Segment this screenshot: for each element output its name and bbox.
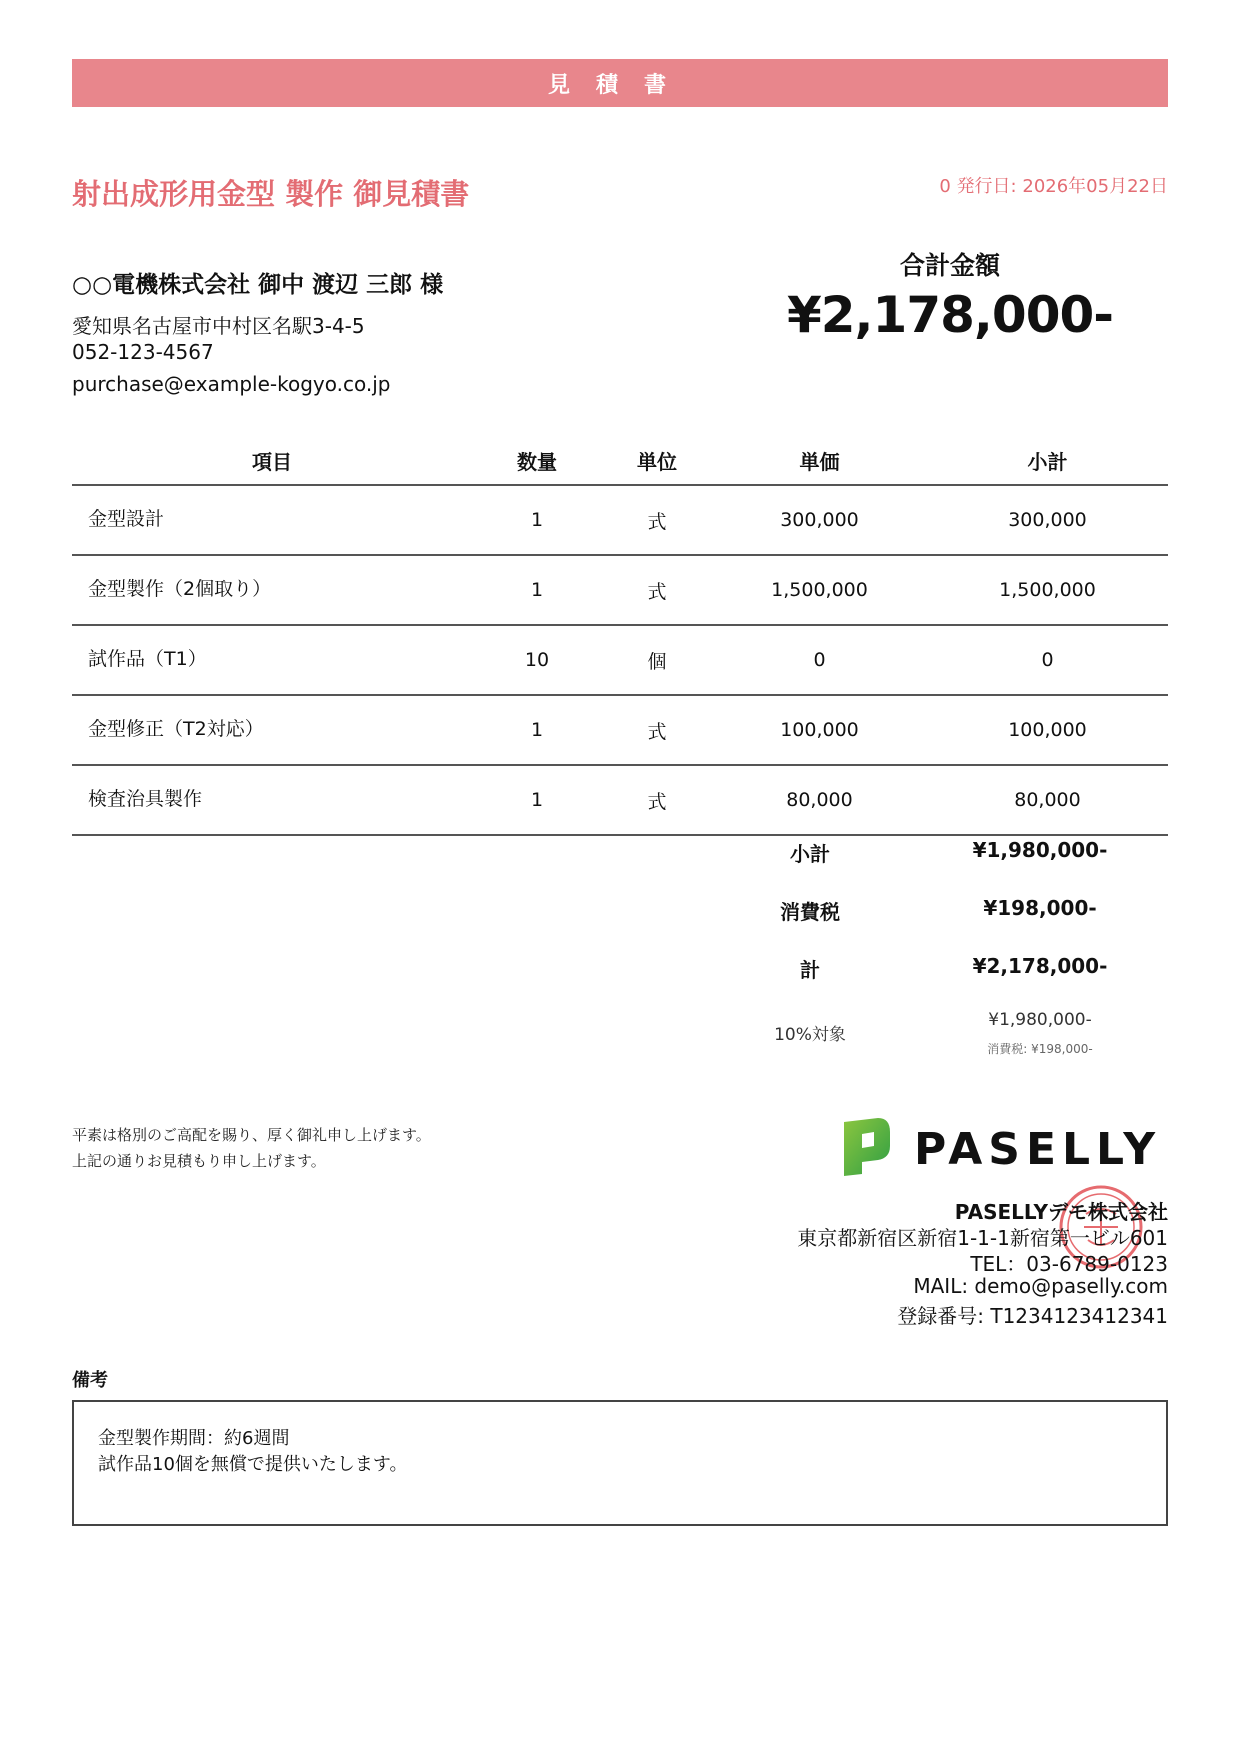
table-row [72,485,1168,555]
tax-value: ¥198,000- [983,896,1097,920]
company-name: PASELLYデモ株式会社 [954,1200,1168,1224]
remarks-label: 備考 [72,1370,108,1391]
grand-total-value: ¥2,178,000- [972,954,1108,978]
client-phone: 052-123-4567 [72,340,214,364]
item-subtotal: 1,500,000 [927,555,1168,625]
client-email: purchase@example-kogyo.co.jp [72,372,391,396]
table-row [72,625,1168,695]
table-row [72,765,1168,835]
item-quantity: 1 [472,485,602,555]
item-subtotal: 100,000 [927,695,1168,765]
item-name: 試作品（T1） [72,625,472,695]
subtotal-label: 小計 [790,842,830,866]
client-name: ○○電機株式会社 御中 渡辺 三郎 様 [72,272,444,298]
tax-label: 消費税 [780,900,840,924]
total-amount: ¥2,178,000- [786,286,1114,344]
item-unit-price: 1,500,000 [712,555,927,625]
company-address: 東京都新宿区新宿1-1-1新宿第一ビル601 [797,1226,1168,1250]
client-address: 愛知県名古屋市中村区名駅3-4-5 [72,314,365,338]
document-number: 0 [939,176,951,197]
item-unit: 式 [602,555,712,625]
item-unit: 式 [602,765,712,835]
greeting-line-1: 平素は格別のご高配を賜り、厚く御礼申し上げます。 [72,1126,431,1144]
item-unit-price: 300,000 [712,485,927,555]
document-title: 射出成形用金型 製作 御見積書 [72,177,470,211]
item-quantity: 1 [472,695,602,765]
item-unit: 式 [602,695,712,765]
remarks-line-1: 金型製作期間：約6週間 [98,1428,290,1449]
column-header-item: 項目 [72,436,472,485]
subtotal-value: ¥1,980,000- [972,838,1108,862]
issue-date: 2026年05月22日 [1022,176,1168,197]
item-name: 金型修正（T2対応） [72,695,472,765]
item-subtotal: 80,000 [927,765,1168,835]
banner-text: 見積書 [547,72,692,98]
item-subtotal: 300,000 [927,485,1168,555]
issue-date-label: 発行日: [956,176,1017,197]
total-amount-label: 合計金額 [899,251,1000,280]
item-unit-price: 0 [712,625,927,695]
item-unit-price: 100,000 [712,695,927,765]
document-type-banner [72,59,1168,107]
item-name: 金型製作（2個取り） [72,555,472,625]
company-registration: 登録番号: T1234123412341 [897,1304,1168,1328]
tax-rate-base: ¥1,980,000- [988,1010,1092,1030]
tax-rate-tax: 消費税: ¥198,000- [987,1042,1093,1056]
table-header-row [72,436,1168,485]
item-unit: 式 [602,485,712,555]
item-name: 検査治具製作 [72,765,472,835]
company-mail: MAIL: demo@paselly.com [913,1274,1168,1298]
line-items-table [72,436,1168,836]
tax-rate-label: 10%対象 [774,1025,846,1045]
table-row [72,555,1168,625]
item-quantity: 10 [472,625,602,695]
greeting-line-2: 上記の通りお見積もり申し上げます。 [72,1152,326,1170]
issue-info [939,172,1168,198]
item-subtotal: 0 [927,625,1168,695]
paselly-logo [838,1114,1168,1180]
grand-total-label: 計 [800,958,820,982]
remarks-line-2: 試作品10個を無償で提供いたします。 [98,1454,408,1475]
table-row [72,695,1168,765]
item-quantity: 1 [472,555,602,625]
column-header-quantity: 数量 [472,436,602,485]
column-header-unit-price: 単価 [712,436,927,485]
remarks-box [72,1400,1168,1526]
company-tel: TEL：03-6789-0123 [970,1252,1168,1276]
item-unit-price: 80,000 [712,765,927,835]
item-quantity: 1 [472,765,602,835]
item-name: 金型設計 [72,485,472,555]
column-header-unit: 単位 [602,436,712,485]
column-header-subtotal: 小計 [927,436,1168,485]
logo-text: PASELLY [914,1124,1162,1175]
item-unit: 個 [602,625,712,695]
